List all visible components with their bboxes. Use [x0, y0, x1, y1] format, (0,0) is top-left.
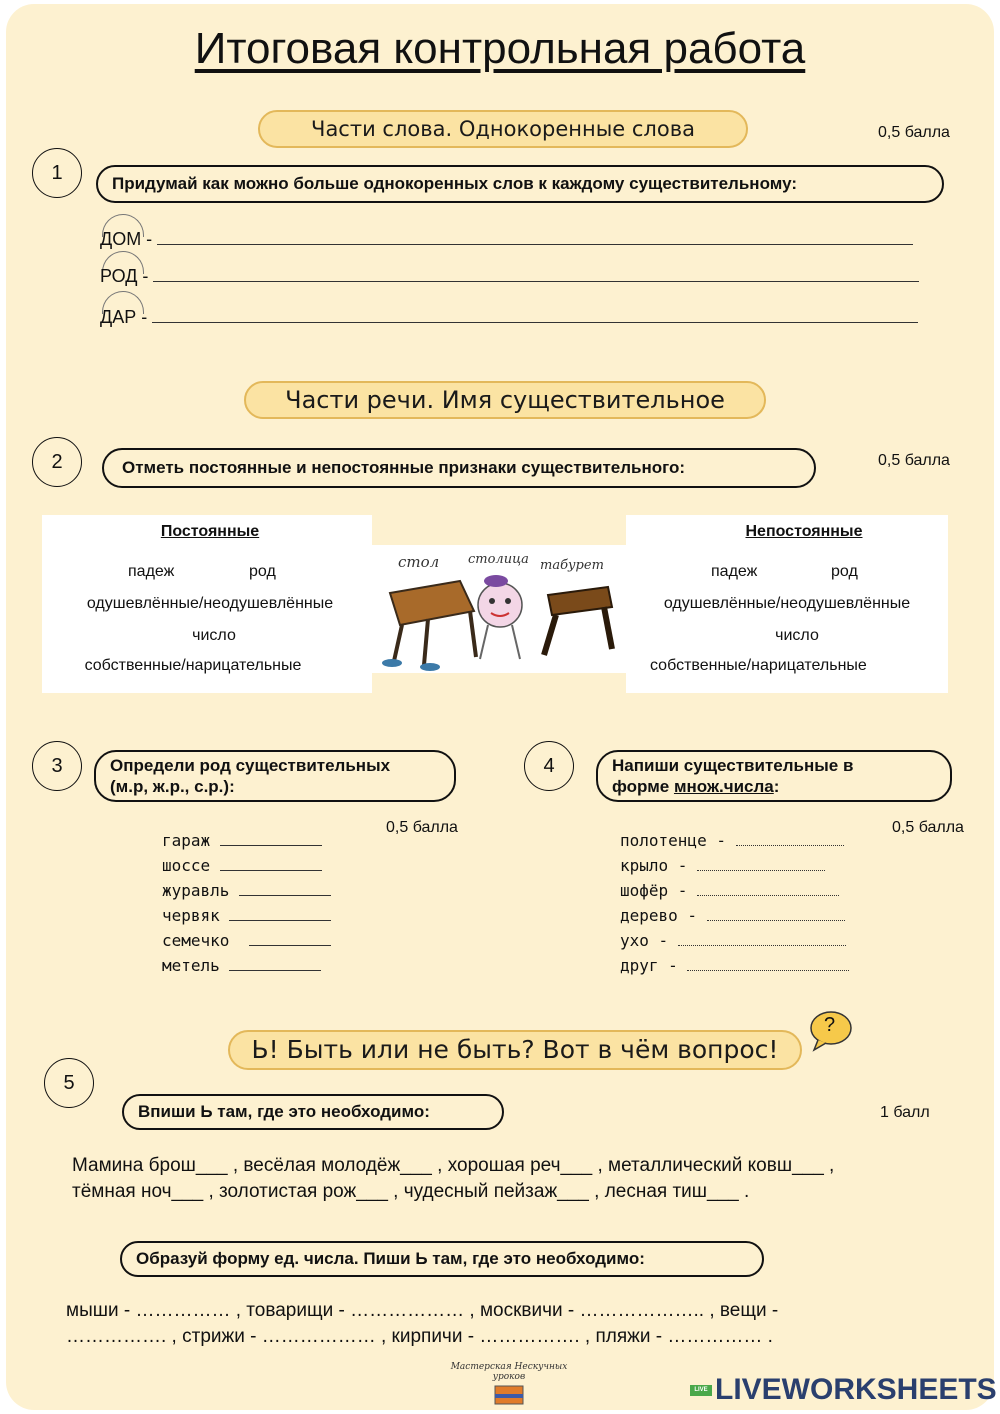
variable-row1b [831, 563, 858, 581]
item-crane: журавль [162, 881, 230, 900]
variable-number[interactable]: число [775, 627, 819, 644]
plural-item-ear [620, 928, 849, 953]
author-logo-icon [489, 1382, 529, 1408]
bench-drawing-icon [544, 587, 612, 655]
page-title: Итоговая контрольная работа [194, 24, 806, 73]
section4-task [596, 750, 952, 802]
answer-ear[interactable] [678, 931, 846, 946]
item-seed: семечко [162, 931, 230, 950]
plural-item-wing [620, 853, 849, 878]
answer-shosse[interactable] [220, 856, 322, 871]
answer-crane[interactable] [239, 881, 331, 896]
variable-row1 [711, 563, 757, 581]
item-ear: ухо - [620, 931, 669, 950]
item-shosse: шоссе [162, 856, 211, 875]
word-dar: ДАР - [100, 307, 148, 327]
answer-line-rod[interactable] [153, 267, 919, 282]
constant-attrs-box [42, 515, 372, 693]
section1-number: 1 [32, 148, 82, 198]
plural-item-driver [620, 878, 849, 903]
section5-task2-text: Образуй форму ед. числа. Пиши Ь там, где это необходимо: [136, 1249, 645, 1268]
constant-number[interactable]: число [192, 627, 236, 644]
gender-item-worm [162, 903, 331, 928]
constant-animacy[interactable]: одушевлённые/неодушевлённые [86, 595, 334, 612]
item-friend: друг - [620, 956, 678, 975]
section2-banner [244, 381, 766, 419]
word-row-dom [100, 229, 913, 250]
liveworksheets-icon: LIVE [690, 1385, 712, 1396]
word-row-dar [100, 307, 918, 328]
section1-banner-text: Части слова. Однокоренные слова [311, 117, 695, 141]
section1-task-text: Придумай как можно больше однокоренных слов к каждому существительному: [112, 174, 797, 193]
section4-score: 0,5 балла [892, 819, 964, 836]
furniture-svg [372, 545, 626, 673]
word-stol: стол [398, 553, 440, 571]
section2-number: 2 [32, 437, 82, 487]
table-drawing-icon [382, 581, 476, 671]
variable-title: Непостоянные [745, 523, 863, 540]
section5-banner [228, 1030, 802, 1070]
sentence-line3[interactable]: мыши - …………… , товарищи - ……………… , москвичи - ……………….. , вещи - [66, 1300, 779, 1321]
constant-title: Постоянные [160, 523, 260, 540]
item-driver: шофёр - [620, 881, 688, 900]
question-mark: ? [824, 1014, 836, 1036]
variable-animacy[interactable]: одушевлённые/неодушевлённые [663, 595, 911, 612]
section1-banner [258, 110, 748, 148]
author-logo [444, 1362, 574, 1406]
answer-friend[interactable] [687, 956, 849, 971]
plural-item-towel [620, 828, 849, 853]
section3-task [94, 750, 456, 802]
item-garage: гараж [162, 831, 211, 850]
answer-towel[interactable] [736, 831, 844, 846]
section3-list [162, 828, 331, 978]
constant-case[interactable]: падеж [128, 563, 175, 580]
singular-form-sentences [66, 1298, 778, 1350]
liveworksheets-name: LIVEWORKSHEETS [715, 1373, 997, 1406]
stool-face-drawing-icon [478, 575, 522, 659]
section2-banner-text: Части речи. Имя существительное [285, 386, 725, 414]
section4-number: 4 [524, 741, 574, 791]
section3-number: 3 [32, 741, 82, 791]
word-rod: РОД - [100, 266, 149, 286]
item-tree: дерево - [620, 906, 698, 925]
answer-wing[interactable] [697, 856, 825, 871]
liveworksheets-brand [690, 1372, 997, 1408]
sentence-line1[interactable]: Мамина брош___ , весёлая молодёж___ , хорошая реч___ , металлический ковш___ , [72, 1155, 835, 1176]
item-worm: червяк [162, 906, 220, 925]
section5-task1 [122, 1094, 504, 1130]
gender-item-blizzard [162, 953, 331, 978]
variable-gender[interactable]: род [831, 563, 858, 580]
item-towel: полотенце - [620, 831, 726, 850]
constant-proper[interactable]: собственные/нарицательные [84, 657, 302, 674]
word-row-rod [100, 266, 919, 287]
section3-task-line1: Определи род существительных [110, 756, 391, 775]
constant-gender[interactable]: род [249, 563, 276, 580]
section4-list [620, 828, 849, 978]
section2-task [102, 448, 816, 488]
variable-case[interactable]: падеж [711, 563, 758, 580]
answer-seed[interactable] [249, 931, 331, 946]
section4-task-line2 [612, 776, 779, 797]
author-logo-text: Мастерская Нескучных уроков [450, 1362, 568, 1382]
section3-score: 0,5 балла [386, 819, 458, 836]
gender-item-shosse [162, 853, 331, 878]
soft-sign-sentences [72, 1153, 834, 1205]
section5-task1-text: Впиши Ь там, где это необходимо: [138, 1102, 430, 1121]
variable-proper[interactable]: собственные/нарицательные [650, 657, 867, 674]
answer-blizzard[interactable] [229, 956, 321, 971]
answer-driver[interactable] [697, 881, 839, 896]
question-bubble-icon [808, 1010, 854, 1052]
furniture-illustration [372, 545, 626, 673]
constant-row1b [249, 563, 276, 581]
sentence-line4[interactable]: ……………. , стрижи - ……………… , кирпичи - ……………. , пляжи - …………… . [66, 1326, 773, 1347]
section4-task-line1: Напиши существительные в [612, 756, 854, 775]
answer-line-dar[interactable] [152, 308, 918, 323]
section1-score: 0,5 балла [878, 124, 950, 141]
word-dom: ДОМ - [100, 229, 153, 249]
item-blizzard: метель [162, 956, 220, 975]
section2-task-text: Отметь постоянные и непостоянные признаки существительного: [122, 458, 686, 477]
item-wing: крыло - [620, 856, 688, 875]
section2-score: 0,5 балла [878, 452, 950, 469]
section5-number: 5 [44, 1058, 94, 1108]
constant-row1 [128, 563, 174, 581]
answer-worm[interactable] [229, 906, 331, 921]
gender-item-crane [162, 878, 331, 903]
section4-task-line2-a: форме [612, 777, 674, 796]
section5-score: 1 балл [880, 1104, 930, 1121]
answer-line-dom[interactable] [157, 230, 913, 245]
sentence-line2[interactable]: тёмная ноч___ , золотистая рож___ , чудесный пейзаж___ , лесная тиш___ . [72, 1181, 750, 1202]
plural-item-tree [620, 903, 849, 928]
variable-attrs-box [626, 515, 948, 693]
section3-task-line2: (м.р, ж.р., с.р.): [110, 777, 235, 796]
word-stolitsa: столица [468, 552, 529, 567]
plural-item-friend [620, 953, 849, 978]
gender-item-garage [162, 828, 331, 853]
section1-task [96, 165, 944, 203]
answer-tree[interactable] [707, 906, 845, 921]
section4-task-line2-underlined: множ.числа [673, 777, 774, 796]
section4-task-line2-b: : [773, 777, 780, 796]
word-taburet: табурет [540, 558, 604, 573]
answer-garage[interactable] [220, 831, 322, 846]
gender-item-seed [162, 928, 331, 953]
section5-task2 [120, 1241, 764, 1277]
section5-banner-text: Ь! Быть или не быть? Вот в чём вопрос! [251, 1035, 779, 1064]
